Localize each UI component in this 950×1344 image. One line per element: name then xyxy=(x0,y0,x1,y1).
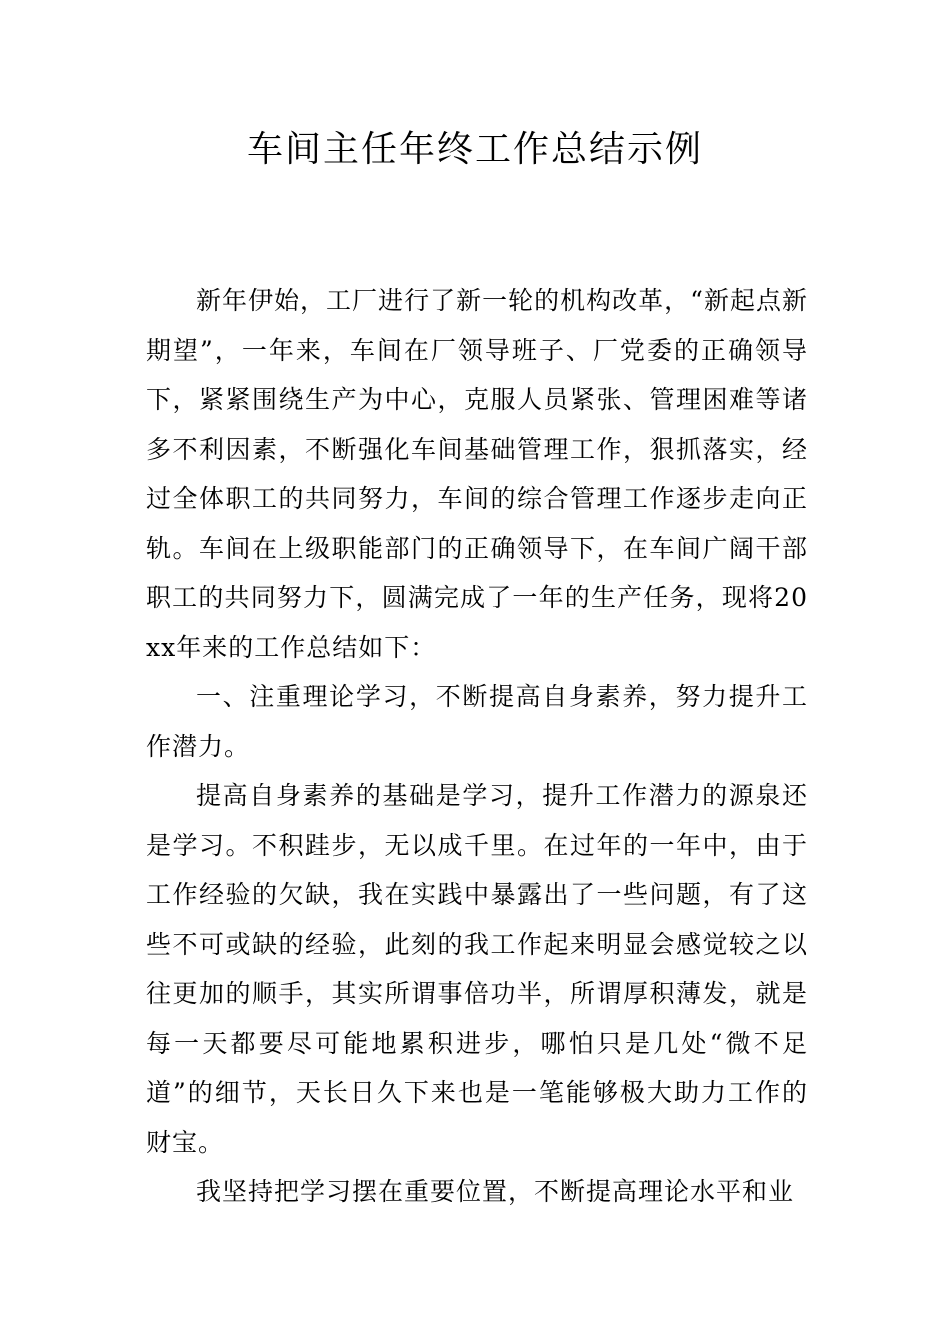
paragraph-learning: 提高自身素养的基础是学习，提升工作潜力的源泉还是学习。不积跬步，无以成千里。在过年的一年中，由于工作经验的欠缺，我在实践中暴露出了一些问题，有了这些不可或缺的经验，此刻的我工作起来明显会感觉较之以往更加的顺手，其实所谓事倍功半，所谓厚积薄发，就是每一天都要尽可能地累积进步，哪怕只是几处“微不足道”的细节，天长日久下来也是一笔能够极大助力工作的财宝。 xyxy=(146,781,808,1157)
document-title: 车间主任年终工作总结示例 xyxy=(246,129,703,170)
paragraph-continuation: 我坚持把学习摆在重要位置，不断提高理论水平和业 xyxy=(196,1177,795,1206)
document-body xyxy=(146,276,808,1217)
paragraph-intro: 新年伊始，工厂进行了新一轮的机构改革，“新起点新期望”，一年来，车间在厂领导班子、厂党委的正确领导下，紧紧围绕生产为中心，克服人员紧张、管理困难等诸多不利因素，不断强化车间基础管理工作，狠抓落实，经过全体职工的共同努力，车间的综合管理工作逐步走向正轨。车间在上级职能部门的正确领导下，在车间广阔干部职工的共同努力下，圆满完成了一年的生产任务，现将20xx年来的工作总结如下： xyxy=(146,286,808,662)
paragraph-section-heading: 一、注重理论学习，不断提高自身素养，努力提升工作潜力。 xyxy=(146,682,808,761)
